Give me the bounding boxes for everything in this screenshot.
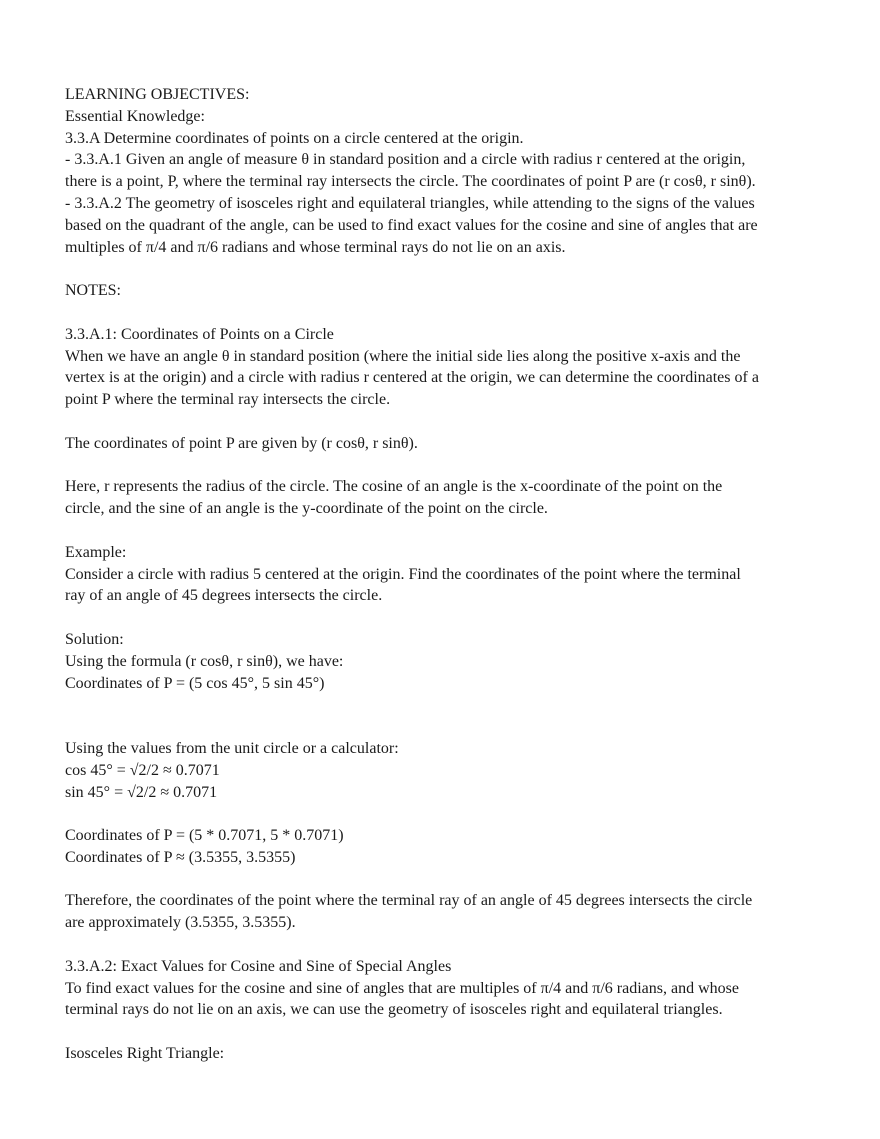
subsection-heading: Isosceles Right Triangle:: [65, 1045, 225, 1063]
paragraph-line: Using the formula (r cosθ, r sinθ), we have:: [65, 652, 344, 670]
learning-objectives: [65, 84, 825, 258]
section-title: 3.3.A.1: Coordinates of Points on a Circle: [65, 325, 334, 343]
paragraph-line: circle, and the sine of an angle is the y-coordinate of the point on the circle.: [65, 500, 548, 518]
paragraph-line: vertex is at the origin) and a circle with radius r centered at the origin, we can determine the coordinates of a: [65, 369, 759, 387]
formula-statement: [65, 433, 825, 455]
paragraph-line: Here, r represents the radius of the circle. The cosine of an angle is the x-coordinate of the point on the: [65, 478, 723, 496]
objectives-heading: LEARNING OBJECTIVES:: [65, 86, 250, 103]
objective-3-3-a2-line: - 3.3.A.2 The geometry of isosceles right and equilateral triangles, while attending to the signs of the values: [65, 194, 755, 212]
paragraph-line: Therefore, the coordinates of the point where the terminal ray of an angle of 45 degrees intersects the circle: [65, 892, 753, 910]
objective-3-3-a1-line: - 3.3.A.1 Given an angle of measure θ in standard position and a circle with radius r centered at the origin,: [65, 151, 746, 169]
paragraph-line: To find exact values for the cosine and sine of angles that are multiples of π/4 and π/6 radians, and whose: [65, 979, 739, 997]
coordinates-result: [65, 825, 825, 869]
paragraph-line: Coordinates of P ≈ (3.5355, 3.5355): [65, 848, 296, 866]
objective-3-3-a: 3.3.A Determine coordinates of points on a circle centered at the origin.: [65, 129, 524, 147]
sin-value: sin 45° = √2/2 ≈ 0.7071: [65, 783, 218, 801]
paragraph-line: Coordinates of P = (5 cos 45°, 5 sin 45°): [65, 674, 325, 692]
explanation-paragraph: [65, 476, 825, 520]
paragraph-line: terminal rays do not lie on an axis, we can use the geometry of isosceles right and equilateral triangles.: [65, 1001, 723, 1019]
solution-block: [65, 629, 825, 694]
paragraph-line: When we have an angle θ in standard position (where the initial side lies along the positive x-axis and the: [65, 347, 741, 365]
notes-heading: NOTES:: [65, 282, 121, 300]
example-block: [65, 542, 825, 607]
notes-heading-block: [65, 280, 825, 302]
paragraph-line: are approximately (3.5355, 3.5355).: [65, 914, 296, 932]
section-3-3-a2-intro: [65, 956, 825, 1021]
paragraph-line: Coordinates of P = (5 * 0.7071, 5 * 0.7071): [65, 827, 344, 845]
isosceles-heading-block: [65, 1043, 825, 1065]
solution-label: Solution:: [65, 630, 124, 648]
example-label: Example:: [65, 543, 127, 561]
paragraph-line: ray of an angle of 45 degrees intersects the circle.: [65, 587, 383, 605]
section-3-3-a1-intro: [65, 324, 825, 411]
paragraph-line: Consider a circle with radius 5 centered at the origin. Find the coordinates of the point where the terminal: [65, 565, 741, 583]
unit-circle-values: [65, 738, 825, 803]
objective-3-3-a2-line: based on the quadrant of the angle, can be used to find exact values for the cosine and sine of angles that are: [65, 216, 758, 234]
cos-value: cos 45° = √2/2 ≈ 0.7071: [65, 761, 220, 779]
objective-3-3-a2-line: multiples of π/4 and π/6 radians and whose terminal rays do not lie on an axis.: [65, 238, 566, 256]
essential-knowledge-heading: Essential Knowledge:: [65, 107, 205, 125]
paragraph-line: Using the values from the unit circle or a calculator:: [65, 739, 399, 757]
paragraph-line: point P where the terminal ray intersects the circle.: [65, 391, 391, 409]
paragraph-line: The coordinates of point P are given by (r cosθ, r sinθ).: [65, 434, 418, 452]
conclusion-paragraph: [65, 890, 825, 934]
section-title: 3.3.A.2: Exact Values for Cosine and Sine of Special Angles: [65, 957, 452, 975]
objective-3-3-a1-line: there is a point, P, where the terminal ray intersects the circle. The coordinates of point P are (r cosθ, r sinθ).: [65, 173, 756, 191]
document-page: [65, 84, 825, 1065]
